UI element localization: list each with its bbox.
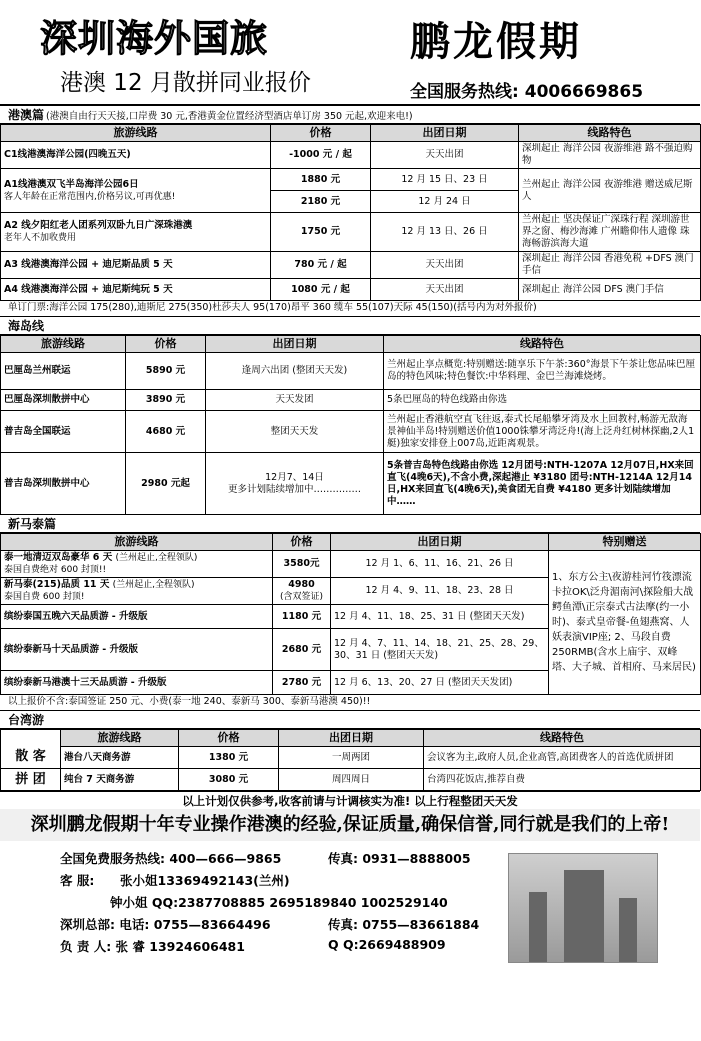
route-note: (兰州起止,全程领队) bbox=[115, 553, 198, 563]
col-header: 价格 bbox=[273, 534, 331, 551]
price-cell: 2180 元 bbox=[271, 191, 371, 213]
col-header: 价格 bbox=[271, 125, 371, 142]
feature-cell: 5条普吉岛特色线路由你选 12月团号:NTH-1207A 12月07日,HX来回直飞(4晚6天),不含小费,深起港止 ¥3180 团号:NTH-1214A 12月14日,HX来回直飞(4晚6天),美食团无自费 ¥4180 更多计划陆续增加中…… bbox=[384, 453, 701, 515]
feature-cell: 5条巴厘岛的特色线路由你选 bbox=[384, 390, 701, 411]
route-cell bbox=[1, 213, 271, 252]
sea-section-head bbox=[0, 515, 700, 533]
date-cell: 12 月 13 日、26 日 bbox=[371, 213, 519, 252]
route-name: A2 线夕阳红老人团系列双卧九日广深珠港澳 bbox=[4, 220, 193, 231]
date-cell: 12 月 4、11、18、25、31 日 (整团天天发) bbox=[331, 605, 549, 629]
table-row bbox=[1, 769, 701, 791]
table-row bbox=[1, 390, 701, 411]
price-cell: 1380 元 bbox=[179, 747, 279, 769]
date-cell: 天天出团 bbox=[371, 252, 519, 279]
hk-footnote: 单订门票:海洋公园 175(280),迪斯尼 275(350)杜莎夫人 95(170)昂平 360 缆车 55(107)天际 45(150)(括号内为对外报价) bbox=[0, 301, 700, 317]
date-cell: 12 月 24 日 bbox=[371, 191, 519, 213]
table-row bbox=[1, 142, 701, 169]
route-cell bbox=[1, 578, 273, 605]
sea-section-title: 新马泰篇 bbox=[8, 517, 57, 531]
route-cell: C1线港澳海洋公园(四晚五天) bbox=[1, 142, 271, 169]
hk-table bbox=[0, 124, 701, 301]
plan-note: 以上计划仅供参考,收客前请与计调核实为准! 以上行程整团天天发 bbox=[0, 791, 700, 809]
date-more: 更多计划陆续增加中…………… bbox=[227, 483, 361, 495]
route-sub: 客人年龄在正常范围内,价格另议,可再优惠! bbox=[4, 191, 176, 202]
route-sub: 泰国自费绝对 600 封顶!! bbox=[4, 565, 107, 575]
date-cell: 12 月 15 日、23 日 bbox=[371, 169, 519, 191]
island-section-title: 海岛线 bbox=[8, 319, 45, 333]
route-cell: 缤纷泰新马十天品质游 - 升级版 bbox=[1, 629, 273, 671]
price-cell: 5890 元 bbox=[126, 353, 206, 390]
route-name: 新马泰(215)品质 11 天 bbox=[4, 579, 110, 590]
table-row bbox=[1, 551, 701, 578]
price-cell: 4680 元 bbox=[126, 411, 206, 453]
feature-cell: 兰州起止香港航空直飞往返,泰式长尾船攀牙湾及水上回教村,畅游无敌海景神仙半岛!特别赠送价值1000铢攀牙湾泛舟!(海上泛舟红树林探幽,2人1艇)独家安排登上007岛,近距离观景。 bbox=[384, 411, 701, 453]
table-row bbox=[1, 411, 701, 453]
col-header: 线路特色 bbox=[384, 336, 701, 353]
feature-cell: 深圳起止 海洋公园 夜游维港 路不强迫购物 bbox=[519, 142, 701, 169]
col-header: 旅游线路 bbox=[1, 534, 273, 551]
brand-title: 鹏龙假期 bbox=[410, 18, 582, 65]
feature-cell: 兰州起止 坚决保证广深珠行程 深圳游世界之窗、梅沙海滩 广州瞻仰伟人遗像 珠海畅游滨海大道 bbox=[519, 213, 701, 252]
table-header-row bbox=[1, 336, 701, 353]
date-cell bbox=[206, 453, 384, 515]
manager-contact: 负 责 人: 张 睿 13924606481 bbox=[60, 939, 245, 954]
group-label: 拼 团 bbox=[1, 769, 61, 791]
col-header: 出团日期 bbox=[331, 534, 549, 551]
route-name: A1线港澳双飞半岛海洋公园6日 bbox=[4, 178, 139, 190]
table-header-row bbox=[1, 125, 701, 142]
taiwan-section-title: 台湾游 bbox=[8, 713, 45, 727]
service-contact-2: 钟小姐 QQ:2387708885 2695189840 1002529140 bbox=[110, 895, 448, 910]
col-header: 价格 bbox=[179, 730, 279, 747]
table-header-row bbox=[1, 730, 701, 747]
feature-cell: 兰州起止 海洋公园 夜游维港 赠送威尼斯人 bbox=[519, 169, 701, 213]
group-label: 散 客 bbox=[1, 747, 61, 769]
feature-cell: 台湾四花饭店,推荐自费 bbox=[424, 769, 701, 791]
table-header-row bbox=[1, 534, 701, 551]
col-header: 价格 bbox=[126, 336, 206, 353]
date-text: 12月7、14日 bbox=[265, 471, 324, 483]
hotline bbox=[410, 77, 643, 102]
price-sub: (含双签证) bbox=[279, 592, 324, 602]
service-contact-1: 张小姐13369492143(兰州) bbox=[120, 873, 290, 888]
table-row bbox=[1, 279, 701, 301]
route-sub: 泰国自费 600 封顶! bbox=[4, 592, 85, 602]
contact-block bbox=[0, 841, 700, 1041]
service-label: 客 服: bbox=[60, 873, 95, 888]
table-row bbox=[1, 747, 701, 769]
price-cell: 3890 元 bbox=[126, 390, 206, 411]
route-cell: 普吉岛全国联运 bbox=[1, 411, 126, 453]
table-row bbox=[1, 213, 701, 252]
hk-section-note: (港澳自由行天天接,口岸费 30 元,香港黄金位置经济型酒店单订房 350 元起,欢迎来电!) bbox=[46, 111, 413, 122]
route-name: 泰一地清迈双岛豪华 6 天 bbox=[4, 552, 113, 563]
sea-footnote: 以上报价不含:泰国签证 250 元、小费(泰一地 240、泰新马 300、泰新马港澳 450)!! bbox=[0, 695, 700, 711]
island-section-head bbox=[0, 317, 700, 335]
feature-cell: 深圳起止 海洋公园 DFS 澳门手信 bbox=[519, 279, 701, 301]
table-row bbox=[1, 169, 701, 191]
route-cell: A3 线港澳海洋公园 + 迪尼斯品质 5 天 bbox=[1, 252, 271, 279]
route-cell: A4 线港澳海洋公园 + 迪尼斯纯玩 5 天 bbox=[1, 279, 271, 301]
qq-contact: Q Q:2669488909 bbox=[328, 937, 446, 952]
feature-cell: 兰州起止享点概览:特别赠送:随享乐下午茶:360°海景下午茶让您品味巴厘岛的特色风味;特色餐饮:中华料理、金巴兰海滩烧烤。 bbox=[384, 353, 701, 390]
price-cell: 1750 元 bbox=[271, 213, 371, 252]
fax-lanzhou: 传真: 0931—8888005 bbox=[328, 851, 471, 866]
table-row bbox=[1, 353, 701, 390]
date-cell: 周四周日 bbox=[279, 769, 424, 791]
hk-section-title: 港澳篇 bbox=[8, 108, 45, 122]
feature-cell: 会议客为主,政府人员,企业高管,高团费客人的首选优质拼团 bbox=[424, 747, 701, 769]
col-header: 线路特色 bbox=[519, 125, 701, 142]
price-cell: 3080 元 bbox=[179, 769, 279, 791]
col-header: 线路特色 bbox=[424, 730, 701, 747]
date-cell: 12 月 6、13、20、27 日 (整团天天发团) bbox=[331, 671, 549, 695]
agency-title: 深圳海外国旅 bbox=[40, 16, 268, 60]
route-cell bbox=[1, 551, 273, 578]
col-header: 出团日期 bbox=[279, 730, 424, 747]
hq-phone: 深圳总部: 电话: 0755—83664496 bbox=[60, 917, 271, 932]
price-cell: 2980 元起 bbox=[126, 453, 206, 515]
feature-cell: 深圳起止 海洋公园 香港免税 +DFS 澳门手信 bbox=[519, 252, 701, 279]
date-cell: 天天出团 bbox=[371, 142, 519, 169]
price-cell: -1000 元 / 起 bbox=[271, 142, 371, 169]
castle-photo bbox=[508, 853, 658, 963]
col-header: 出团日期 bbox=[206, 336, 384, 353]
hotline-label: 全国服务热线: bbox=[410, 82, 519, 102]
date-cell: 一周两团 bbox=[279, 747, 424, 769]
header bbox=[0, 0, 700, 106]
date-cell: 整团天天发 bbox=[206, 411, 384, 453]
price-cell: 1080 元 / 起 bbox=[271, 279, 371, 301]
col-header-blank bbox=[1, 730, 61, 747]
page-subtitle: 港澳 12 月散拼同业报价 bbox=[60, 70, 311, 96]
route-cell: 巴厘岛深圳散拼中心 bbox=[1, 390, 126, 411]
table-row bbox=[1, 252, 701, 279]
col-header: 旅游线路 bbox=[61, 730, 179, 747]
route-cell bbox=[1, 169, 271, 213]
taiwan-section-head bbox=[0, 711, 700, 729]
date-cell: 12 月 4、7、11、14、18、21、25、28、29、30、31 日 (整团天天发) bbox=[331, 629, 549, 671]
slogan: 深圳鹏龙假期十年专业操作港澳的经验,保证质量,确保信誉,同行就是我们的上帝! bbox=[0, 809, 700, 841]
route-cell: 港台八天商务游 bbox=[61, 747, 179, 769]
price-cell: 780 元 / 起 bbox=[271, 252, 371, 279]
table-row bbox=[1, 453, 701, 515]
price-cell: 1180 元 bbox=[273, 605, 331, 629]
fax-shenzhen: 传真: 0755—83661884 bbox=[328, 917, 480, 932]
route-note: (兰州起止,全程领队) bbox=[112, 580, 195, 590]
sea-table bbox=[0, 533, 701, 695]
route-cell: 巴厘岛兰州联运 bbox=[1, 353, 126, 390]
gift-cell: 1、东方公主\夜游桂河竹筏漂流卡拉OK\泛舟湄南河\探险船大战鳄鱼潭\正宗泰式古法摩(约一小时)、泰式皇帝餐-鱼翅燕窝、人妖表演VIP座; 2、马段自费250RMB(含水上庙宇、双峰塔、大子城、首相府、马来居民) bbox=[549, 551, 701, 695]
date-cell: 逢周六出团 (整团天天发) bbox=[206, 353, 384, 390]
route-cell: 缤纷泰国五晚六天品质游 - 升级版 bbox=[1, 605, 273, 629]
hotline-number: 4006669865 bbox=[524, 82, 644, 102]
date-cell: 天天出团 bbox=[371, 279, 519, 301]
taiwan-table bbox=[0, 729, 701, 791]
price-value: 4980 bbox=[288, 579, 315, 590]
date-cell: 12 月 4、9、11、18、23、28 日 bbox=[331, 578, 549, 605]
route-cell: 普吉岛深圳散拼中心 bbox=[1, 453, 126, 515]
col-header: 出团日期 bbox=[371, 125, 519, 142]
price-cell: 2680 元 bbox=[273, 629, 331, 671]
col-header: 旅游线路 bbox=[1, 336, 126, 353]
price-cell: 2780 元 bbox=[273, 671, 331, 695]
free-hotline: 全国免费服务热线: 400—666—9865 bbox=[60, 851, 282, 866]
date-cell: 12 月 1、6、11、16、21、26 日 bbox=[331, 551, 549, 578]
island-table bbox=[0, 335, 701, 515]
price-cell: 1880 元 bbox=[271, 169, 371, 191]
route-cell: 纯台 7 天商务游 bbox=[61, 769, 179, 791]
col-header: 旅游线路 bbox=[1, 125, 271, 142]
price-cell bbox=[273, 578, 331, 605]
route-sub: 老年人不加收费用 bbox=[4, 233, 77, 243]
hk-section-head bbox=[0, 106, 700, 124]
date-cell: 天天发团 bbox=[206, 390, 384, 411]
col-header: 特别赠送 bbox=[549, 534, 701, 551]
price-cell: 3580元 bbox=[273, 551, 331, 578]
route-cell: 缤纷泰新马港澳十三天品质游 - 升级版 bbox=[1, 671, 273, 695]
